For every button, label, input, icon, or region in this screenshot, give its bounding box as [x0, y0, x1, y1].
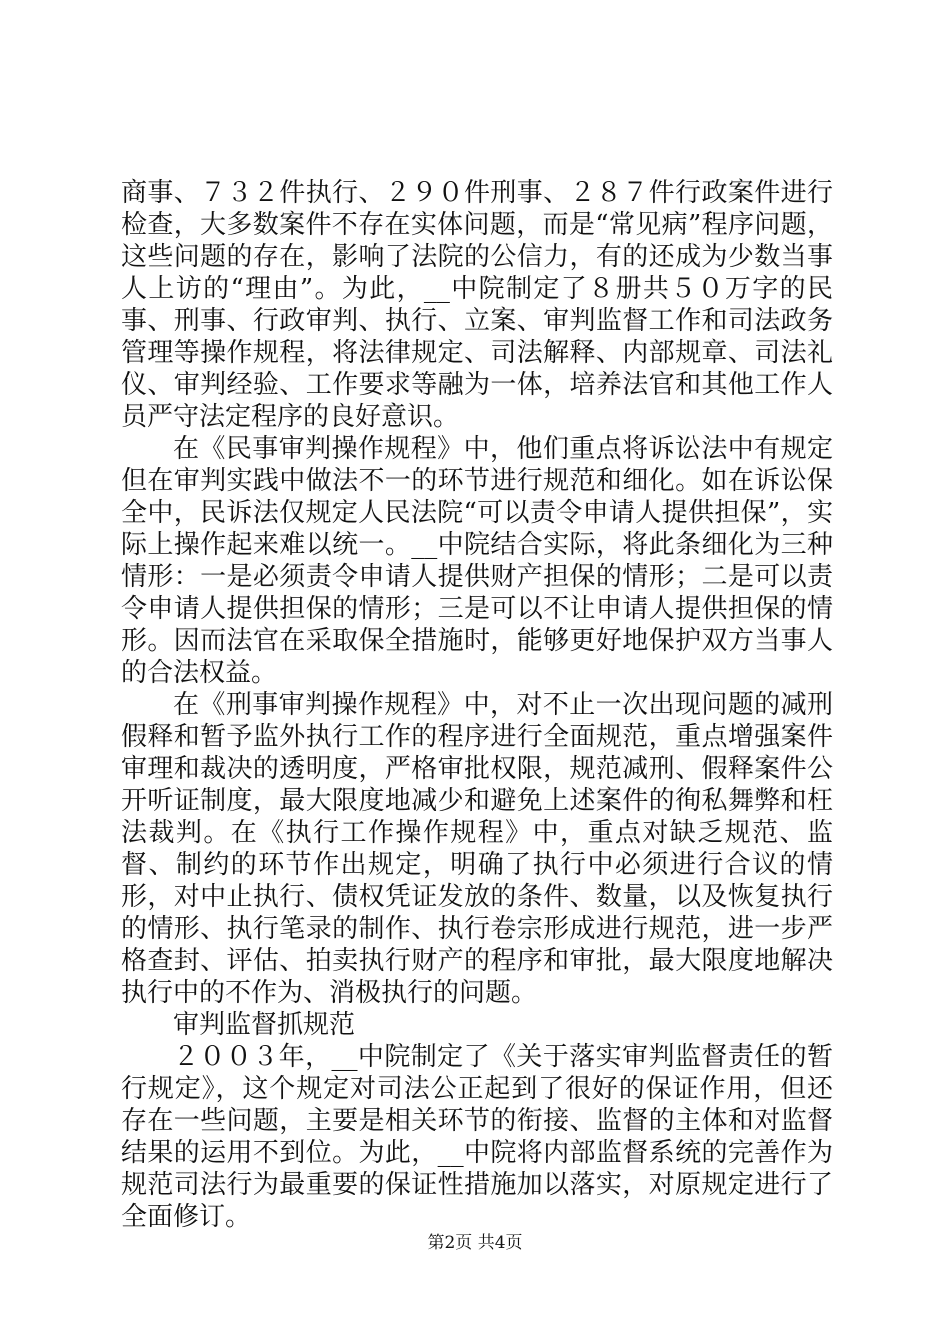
page-number-footer: 第2页 共4页 — [427, 1233, 523, 1253]
section-heading-trial-supervision: 审判监督抓规范 — [173, 1010, 356, 1040]
paragraph-case-inspection: 商事、７３２件执行、２９０件刑事、２８７件行政案件进行检查，大多数案件不存在实体问题，而是“常见病”程序问题，这些问题的存在，影响了法院的公信力，有的还成为少数当事人上访的“理由”。为此，__中院制定了８册共５０万字的民事、刑事、行政审判、执行、立案、审判监督工作和司法政务管理等操作规程，将法律规定、司法解释、内部规章、司法礼仪、审判经验、工作要求等融为一体，培养法官和其他工作人员严守法定程序的良好意识。 — [121, 178, 833, 432]
document-body — [121, 177, 833, 1233]
paragraph-supervision-regulation: ２００３年，__中院制定了《关于落实审判监督责任的暂行规定》，这个规定对司法公正起到了很好的保证作用，但还存在一些问题，主要是相关环节的衔接、监督的主体和对监督结果的运用不到位。为此，__中院将内部监督系统的完善作为规范司法行为最重要的保证性措施加以落实，对原规定进行了全面修订。 — [121, 1042, 833, 1232]
paragraph-criminal-procedure-rules: 在《刑事审判操作规程》中，对不止一次出现问题的减刑假释和暂予监外执行工作的程序进行全面规范，重点增强案件审理和裁决的透明度，严格审批权限，规范减刑、假释案件公开听证制度，最大限度地减少和避免上述案件的徇私舞弊和枉法裁判。在《执行工作操作规程》中，重点对缺乏规范、监督、制约的环节作出规定，明确了执行中必须进行合议的情形，对中止执行、债权凭证发放的条件、数量，以及恢复执行的情形、执行笔录的制作、执行卷宗形成进行规范，进一步严格查封、评估、拍卖执行财产的程序和审批，最大限度地解决执行中的不作为、消极执行的问题。 — [121, 690, 833, 1008]
paragraph-civil-procedure-rules: 在《民事审判操作规程》中，他们重点将诉讼法中有规定但在审判实践中做法不一的环节进行规范和细化。如在诉讼保全中，民诉法仅规定人民法院“可以责令申请人提供担保”，实际上操作起来难以统一。__中院结合实际，将此条细化为三种情形：一是必须责令申请人提供财产担保的情形；二是可以责令申请人提供担保的情形；三是可以不让申请人提供担保的情形。因而法官在采取保全措施时，能够更好地保护双方当事人的合法权益。 — [121, 434, 833, 688]
